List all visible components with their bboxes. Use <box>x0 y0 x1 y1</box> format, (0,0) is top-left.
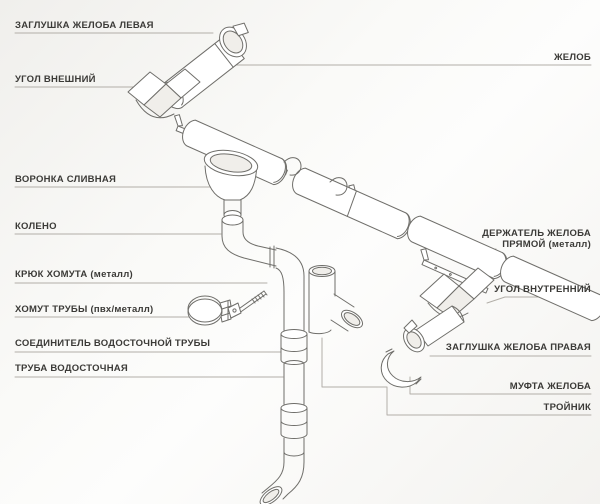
label-pipe-connector: СОЕДИНИТЕЛЬ ВОДОСТОЧНОЙ ТРУБЫ <box>15 338 211 349</box>
label-elbow: КОЛЕНО <box>15 221 57 232</box>
leader-lines <box>15 33 591 415</box>
tee <box>309 266 366 334</box>
label-end-cap-left: ЗАГЛУШКА ЖЕЛОБА ЛЕВАЯ <box>15 20 154 31</box>
gutter-section <box>289 166 415 242</box>
elbow <box>222 215 304 292</box>
label-pipe-clamp: ХОМУТ ТРУБЫ (пвх/металл) <box>15 304 154 315</box>
label-downpipe: ТРУБА ВОДОСТОЧНАЯ <box>15 363 128 374</box>
label-funnel: ВОРОНКА СЛИВНАЯ <box>15 174 117 185</box>
clamp-hook <box>228 291 267 318</box>
label-tee: ТРОЙНИК <box>543 402 591 413</box>
pipe-connector <box>281 330 307 365</box>
gutter-coupling <box>381 349 421 387</box>
label-end-cap-right: ЗАГЛУШКА ЖЕЛОБА ПРАВАЯ <box>445 342 591 353</box>
label-corner-outer: УГОЛ ВНЕШНИЙ <box>15 74 96 85</box>
label-clamp-hook: КРЮК ХОМУТА (металл) <box>15 269 133 280</box>
label-coupling: МУФТА ЖЕЛОБА <box>509 381 591 392</box>
label-corner-inner: УГОЛ ВНУТРЕННИЙ <box>494 284 591 295</box>
funnel <box>202 146 259 219</box>
pipe-coupling <box>281 404 307 439</box>
label-gutter: ЖЕЛОБ <box>553 52 591 63</box>
downpipe <box>257 292 307 504</box>
pipe-outlet <box>257 462 304 504</box>
pipe-clamp-ring <box>188 296 231 325</box>
label-bracket: ДЕРЖАТЕЛЬ ЖЕЛОБА ПРЯМОЙ (металл) <box>482 228 591 250</box>
